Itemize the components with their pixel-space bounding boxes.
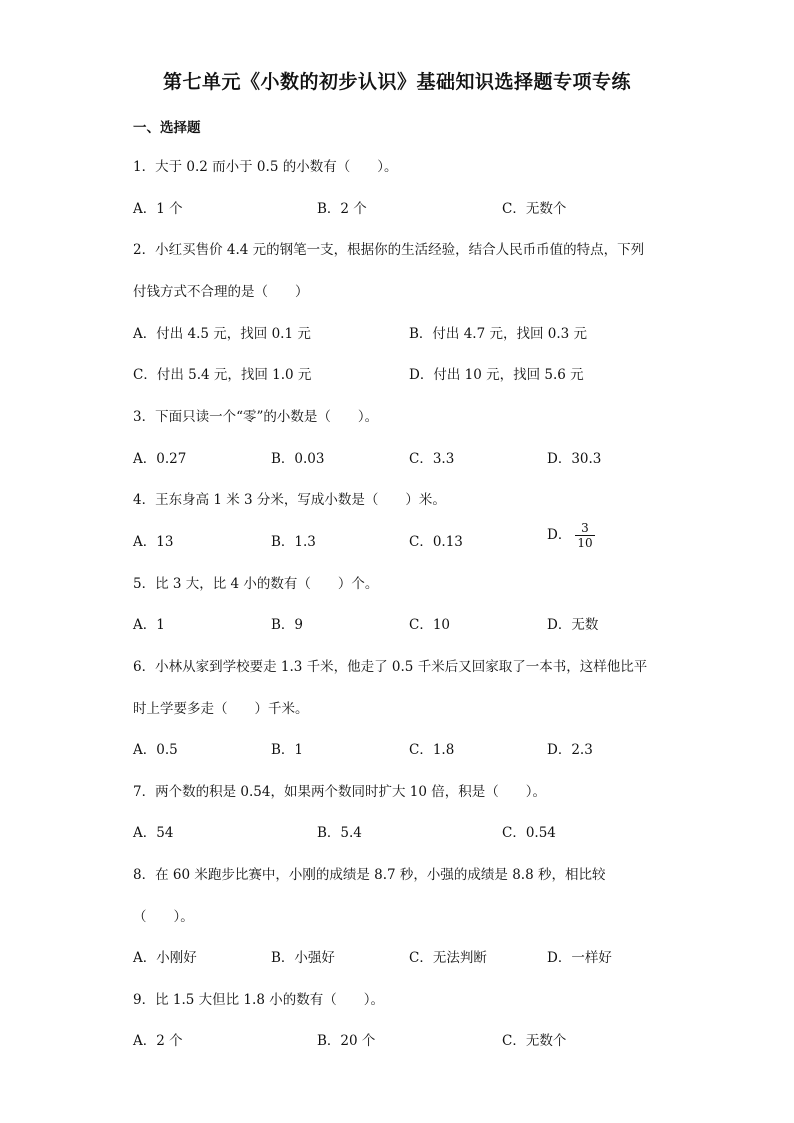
question-6-option-d: D．2.3 xyxy=(547,742,593,758)
question-1-option-c: C．无数个 xyxy=(502,201,567,217)
question-3-stem: 3．下面只读一个“零”的小数是（ ）。 xyxy=(133,409,379,425)
section-heading: 一、选择题 xyxy=(133,120,201,136)
question-8-option-c: C．无法判断 xyxy=(409,950,487,966)
question-8-option-a: A．小刚好 xyxy=(133,950,197,966)
question-7-option-c: C．0.54 xyxy=(502,825,556,841)
question-9-option-a: A．2 个 xyxy=(133,1033,183,1049)
question-4-stem: 4．王东身高 1 米 3 分米，写成小数是（ ）米。 xyxy=(133,492,446,508)
question-4-option-b: B．1.3 xyxy=(271,534,316,550)
question-1-option-b: B．2 个 xyxy=(317,201,367,217)
question-8-option-b: B．小强好 xyxy=(271,950,335,966)
question-2-stem-line-1: 2．小红买售价 4.4 元的钢笔一支，根据你的生活经验，结合人民币币值的特点，下列 xyxy=(133,242,645,258)
question-1-stem: 1．大于 0.2 而小于 0.5 的小数有（ ）。 xyxy=(133,159,398,175)
question-4-option-d xyxy=(547,521,595,550)
question-2-option-c: C．付出 5.4 元，找回 1.0 元 xyxy=(133,367,312,383)
question-4-option-c: C．0.13 xyxy=(409,534,463,550)
question-9-option-c: C．无数个 xyxy=(502,1033,567,1049)
question-5-option-b: B．9 xyxy=(271,617,304,633)
question-3-option-a: A．0.27 xyxy=(133,451,187,467)
question-5-stem: 5．比 3 大，比 4 小的数有（ ）个。 xyxy=(133,576,379,592)
question-4-option-d-prefix: D． xyxy=(547,527,572,543)
page-title: 第七单元《小数的初步认识》基础知识选择题专项专练 xyxy=(162,71,631,93)
question-2-option-a: A．付出 4.5 元，找回 0.1 元 xyxy=(133,326,311,342)
question-3-option-d: D．30.3 xyxy=(547,451,602,467)
question-6-option-a: A．0.5 xyxy=(133,742,178,758)
question-4-option-a: A．13 xyxy=(133,534,174,550)
question-8-option-d: D．一样好 xyxy=(547,950,612,966)
question-2-stem-line-2: 付钱方式不合理的是（ ） xyxy=(133,284,309,300)
question-8-stem-line-1: 8．在 60 米跑步比赛中，小刚的成绩是 8.7 秒，小强的成绩是 8.8 秒，相比较 xyxy=(133,867,606,883)
question-3-option-c: C．3.3 xyxy=(409,451,455,467)
question-7-option-b: B．5.4 xyxy=(317,825,362,841)
question-3-option-b: B．0.03 xyxy=(271,451,325,467)
question-6-stem-line-2: 时上学要多走（ ）千米。 xyxy=(133,701,309,717)
fraction xyxy=(575,521,594,550)
question-9-option-b: B．20 个 xyxy=(317,1033,376,1049)
question-8-stem-line-2: （ ）。 xyxy=(133,909,194,925)
question-2-option-b: B．付出 4.7 元，找回 0.3 元 xyxy=(409,326,588,342)
question-5-option-c: C．10 xyxy=(409,617,451,633)
question-5-option-a: A．1 xyxy=(133,617,165,633)
question-6-stem-line-1: 6．小林从家到学校要走 1.3 千米，他走了 0.5 千米后又回家取了一本书，这样他比平 xyxy=(133,659,648,675)
question-6-option-c: C．1.8 xyxy=(409,742,455,758)
fraction-denominator: 10 xyxy=(577,536,593,550)
question-6-option-b: B．1 xyxy=(271,742,304,758)
question-7-option-a: A．54 xyxy=(133,825,174,841)
question-9-stem: 9．比 1.5 大但比 1.8 小的数有（ ）。 xyxy=(133,992,384,1008)
fraction-numerator: 3 xyxy=(575,521,594,536)
question-5-option-d: D．无数 xyxy=(547,617,599,633)
question-7-stem: 7．两个数的积是 0.54，如果两个数同时扩大 10 倍，积是（ ）。 xyxy=(133,784,546,800)
question-1-option-a: A．1 个 xyxy=(133,201,183,217)
question-2-option-d: D．付出 10 元，找回 5.6 元 xyxy=(409,367,584,383)
